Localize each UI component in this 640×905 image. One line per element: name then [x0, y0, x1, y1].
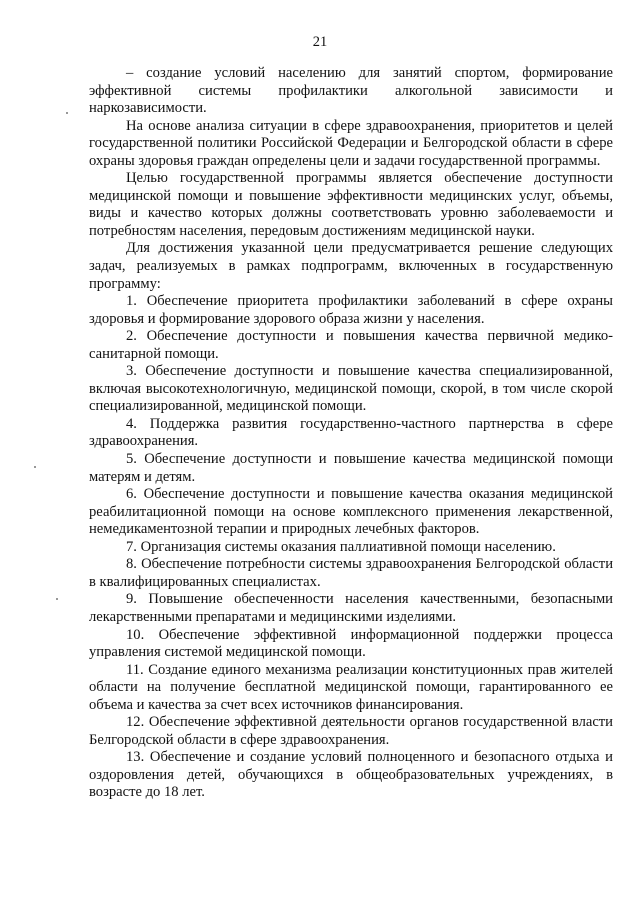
task-item-12: 12. Обеспечение эффективной деятельности органов государственной власти Белгородской области в сфере здравоохранения.	[89, 714, 613, 748]
task-item-1: 1. Обеспечение приоритета профилактики заболеваний в сфере охраны здоровья и формирование здорового образа жизни у населения.	[89, 293, 613, 327]
task-item-11: 11. Создание единого механизма реализации конституционных прав жителей области на получение бесплатной медицинской помощи, гарантированного ее объема и качества за счет всех источников финансирования.	[89, 661, 613, 713]
paragraph-program-goal: Целью государственной программы является обеспечение доступности медицинской помощи и повышение эффективности медицинских услуг, объемы, виды и качество которых должны соответствовать уровню заболеваемости и потребностям населения, передовым достижениям медицинской науки.	[89, 170, 613, 239]
body-text	[89, 65, 613, 802]
task-item-9: 9. Повышение обеспеченности населения качественными, безопасными лекарственными препаратами и медицинскими изделиями.	[89, 591, 613, 625]
task-item-3: 3. Обеспечение доступности и повышение качества специализированной, включая высокотехнологичную, медицинской помощи, скорой, в том числе скорой специализированной, медицинской помощи.	[89, 363, 613, 415]
task-item-13: 13. Обеспечение и создание условий полноценного и безопасного отдыха и оздоровления детей, обучающихся в общеобразовательных учреждениях, в возрасте до 18 лет.	[89, 749, 613, 801]
task-item-7: 7. Организация системы оказания паллиативной помощи населению.	[126, 538, 556, 555]
task-item-10: 10. Обеспечение эффективной информационной поддержки процесса управления системой медицинской помощи.	[89, 626, 613, 661]
paragraph-tasks-intro: Для достижения указанной цели предусматривается решение следующих задач, реализуемых в рамках подпрограмм, включенных в государственную программу:	[89, 240, 613, 292]
paragraph-sport-conditions: – создание условий населению для занятий спортом, формирование эффективной системы профилактики алкогольной зависимости и наркозависимости.	[89, 65, 613, 117]
scan-speck	[56, 598, 58, 600]
task-item-8: 8. Обеспечение потребности системы здравоохранения Белгородской области в квалифицированных специалистах.	[89, 556, 613, 590]
page-number: 21	[312, 34, 328, 50]
scan-speck	[34, 466, 36, 468]
scan-speck	[66, 112, 68, 114]
task-item-6: 6. Обеспечение доступности и повышение качества оказания медицинской реабилитационной помощи на основе комплексного применения лекарственной, немедикаментозной терапии и природных лечебных факторов.	[89, 486, 613, 538]
task-item-2: 2. Обеспечение доступности и повышения качества первичной медико-санитарной помощи.	[89, 328, 613, 362]
paragraph-analysis: На основе анализа ситуации в сфере здравоохранения, приоритетов и целей государственной политики Российской Федерации и Белгородской области в сфере охраны здоровья граждан определены цели и задачи государственной программы.	[89, 117, 613, 169]
task-item-5: 5. Обеспечение доступности и повышение качества медицинской помощи матерям и детям.	[89, 451, 613, 485]
task-item-4: 4. Поддержка развития государственно-частного партнерства в сфере здравоохранения.	[89, 415, 613, 450]
